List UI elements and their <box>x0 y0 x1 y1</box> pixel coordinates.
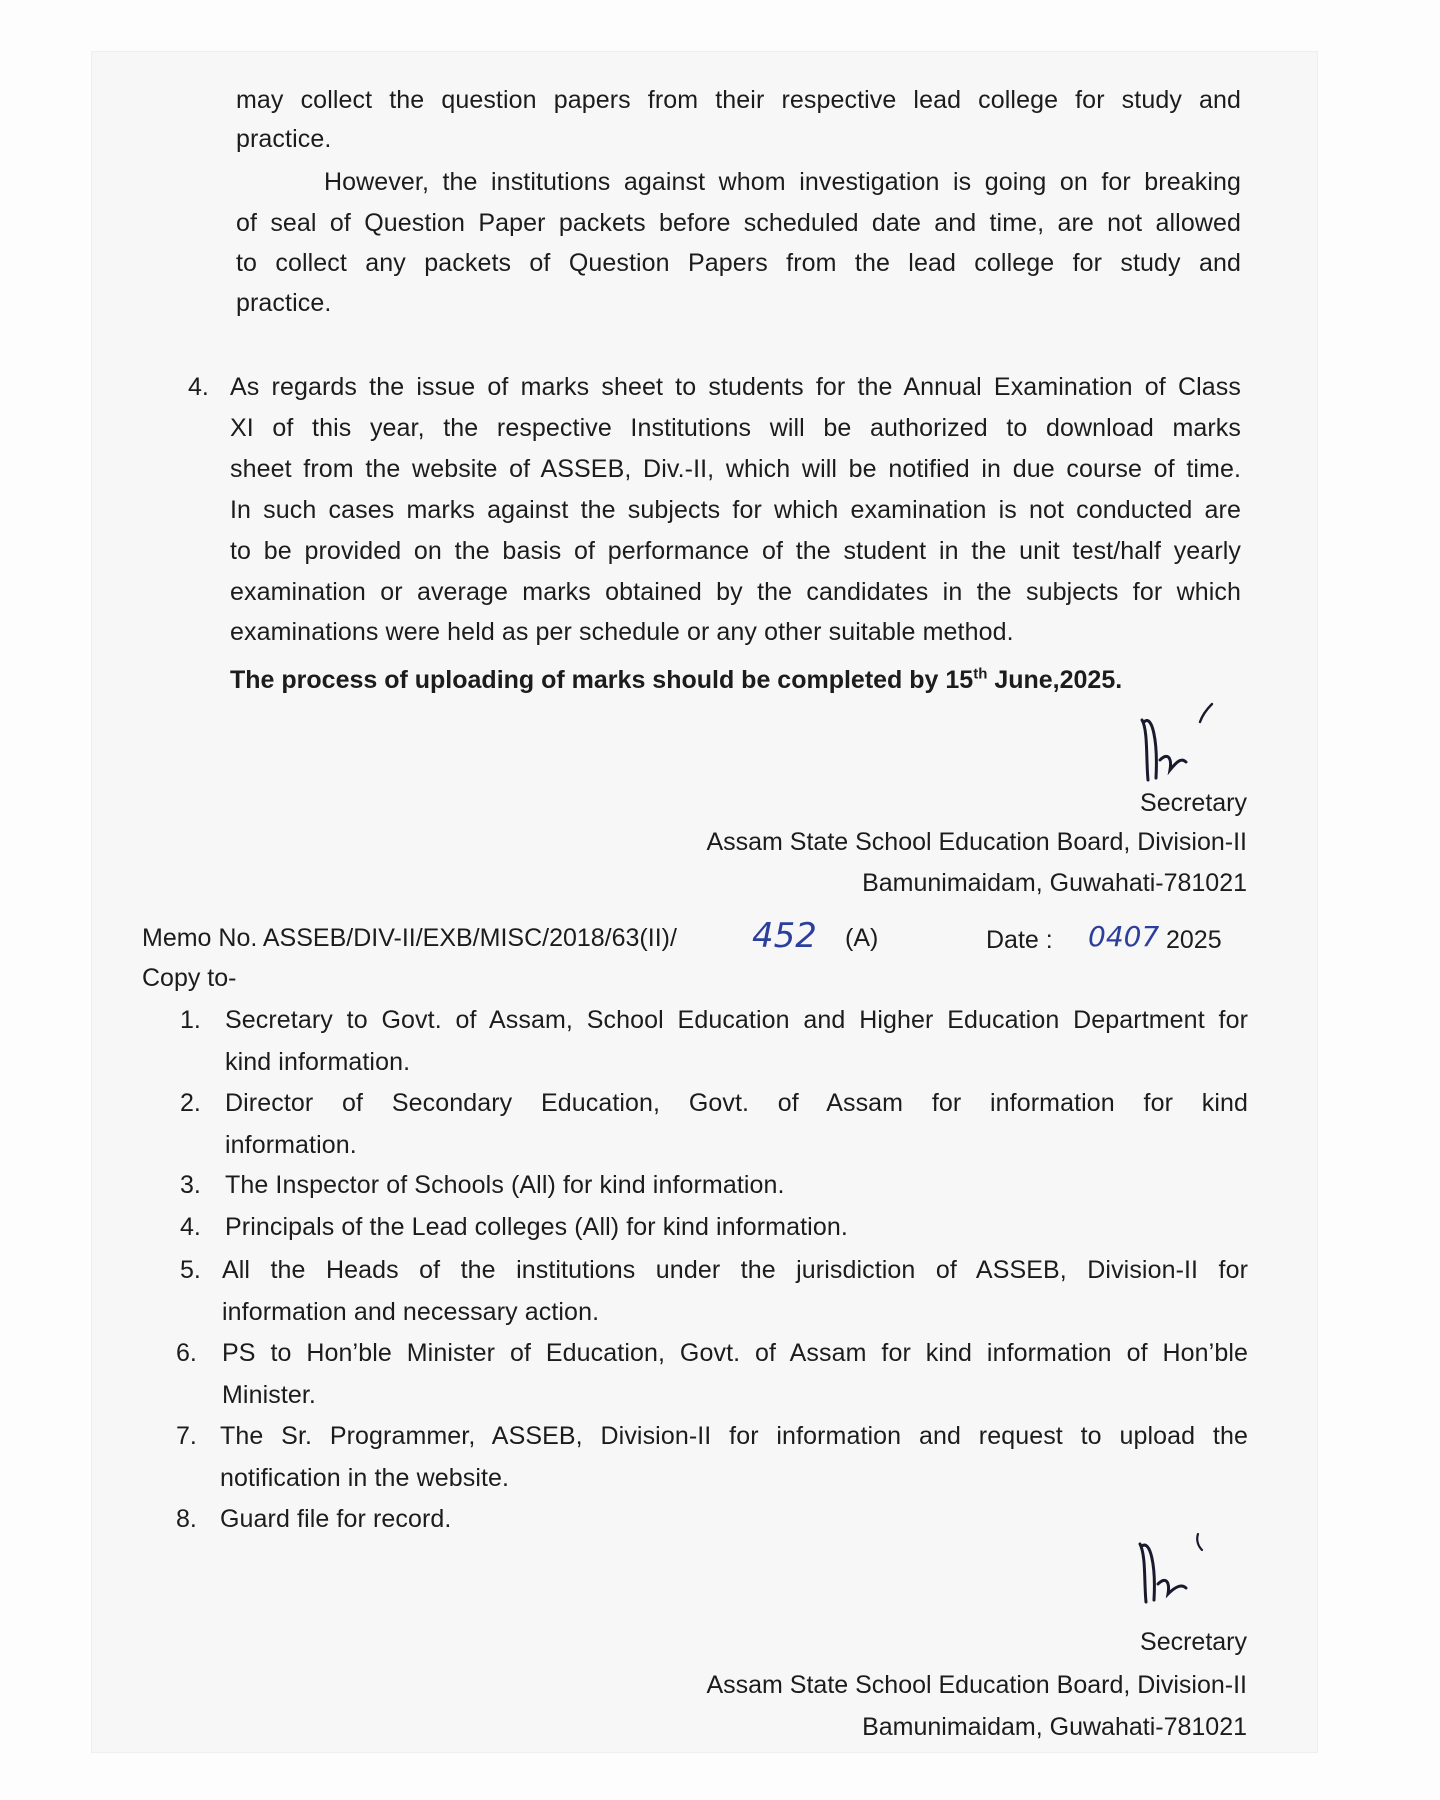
copy-to-item-line: Minister. <box>222 1381 316 1409</box>
para2-line-3: to collect any packets of Question Papers from the lead college for study and <box>236 249 1241 277</box>
point-4-line: to be provided on the basis of performance of the student in the unit test/half yearly <box>230 537 1241 565</box>
point-4-line: As regards the issue of marks sheet to students for the Annual Examination of Class <box>230 373 1241 401</box>
continuation-line-2: practice. <box>236 125 332 153</box>
deadline-statement <box>230 660 1122 701</box>
handwritten-signature-2 <box>1130 1530 1230 1610</box>
para2-line-4: practice. <box>236 289 332 317</box>
deadline-superscript: th <box>973 665 988 683</box>
point-4-line: XI of this year, the respective Institutions will be authorized to download marks <box>230 414 1241 442</box>
memo-number-handwritten: 452 <box>752 916 817 956</box>
continuation-line-1: may collect the question papers from their respective lead college for study and <box>236 86 1241 114</box>
copy-to-item-line: The Sr. Programmer, ASSEB, Division-II for information and request to upload the <box>220 1422 1248 1450</box>
handwritten-signature-1 <box>1130 700 1230 792</box>
date-label: Date : <box>986 926 1053 954</box>
copy-to-item-line: Director of Secondary Education, Govt. of Assam for information for kind <box>225 1089 1248 1117</box>
memo-number-label: Memo No. ASSEB/DIV-II/EXB/MISC/2018/63(II)/ <box>142 924 677 952</box>
signature-2-organisation: Assam State School Education Board, Division-II <box>706 1671 1247 1699</box>
copy-to-label: Copy to- <box>142 964 237 992</box>
copy-to-item-number: 3. <box>180 1171 201 1199</box>
point-4-line: sheet from the website of ASSEB, Div.-II, which will be notified in due course of time. <box>230 455 1241 483</box>
point-4-line: In such cases marks against the subjects for which examination is not conducted are <box>230 496 1241 524</box>
copy-to-item-line: Guard file for record. <box>220 1505 452 1533</box>
copy-to-item-line: Secretary to Govt. of Assam, School Education and Higher Education Department for <box>225 1006 1248 1034</box>
signature-1-organisation: Assam State School Education Board, Division-II <box>706 828 1247 856</box>
copy-to-item-number: 1. <box>180 1006 201 1034</box>
copy-to-item-number: 2. <box>180 1089 201 1117</box>
copy-to-item-line: information and necessary action. <box>222 1298 600 1326</box>
copy-to-item-number: 7. <box>176 1422 197 1450</box>
point-4-line: examinations were held as per schedule or any other suitable method. <box>230 618 1014 646</box>
copy-to-item-number: 8. <box>176 1505 197 1533</box>
memo-number-suffix: (A) <box>845 924 879 952</box>
point-4-line: examination or average marks obtained by the candidates in the subjects for which <box>230 578 1241 606</box>
deadline-suffix: June,2025. <box>987 666 1123 694</box>
signature-2-title: Secretary <box>1140 1628 1247 1656</box>
para2-line-1: However, the institutions against whom investigation is going on for breaking <box>324 168 1241 196</box>
copy-to-item-line: notification in the website. <box>220 1464 510 1492</box>
copy-to-item-line: The Inspector of Schools (All) for kind information. <box>225 1171 785 1199</box>
point-4-number: 4. <box>188 373 209 401</box>
date-year: 2025 <box>1166 926 1222 954</box>
copy-to-item-line: Principals of the Lead colleges (All) for kind information. <box>225 1213 848 1241</box>
signature-1-address: Bamunimaidam, Guwahati-781021 <box>862 869 1247 897</box>
copy-to-item-number: 5. <box>180 1256 201 1284</box>
signature-2-address: Bamunimaidam, Guwahati-781021 <box>862 1713 1247 1741</box>
copy-to-item-number: 6. <box>176 1339 197 1367</box>
signature-1-title: Secretary <box>1140 789 1247 817</box>
copy-to-item-line: information. <box>225 1131 357 1159</box>
copy-to-item-line: All the Heads of the institutions under the jurisdiction of ASSEB, Division-II for <box>222 1256 1248 1284</box>
copy-to-item-line: kind information. <box>225 1048 411 1076</box>
date-handwritten: 0407 <box>1088 920 1160 953</box>
para2-line-2: of seal of Question Paper packets before scheduled date and time, are not allowed <box>236 209 1241 237</box>
deadline-prefix: The process of uploading of marks should be completed by 15 <box>230 666 974 694</box>
copy-to-item-number: 4. <box>180 1213 201 1241</box>
copy-to-item-line: PS to Hon’ble Minister of Education, Govt. of Assam for kind information of Hon’ble <box>222 1339 1248 1367</box>
